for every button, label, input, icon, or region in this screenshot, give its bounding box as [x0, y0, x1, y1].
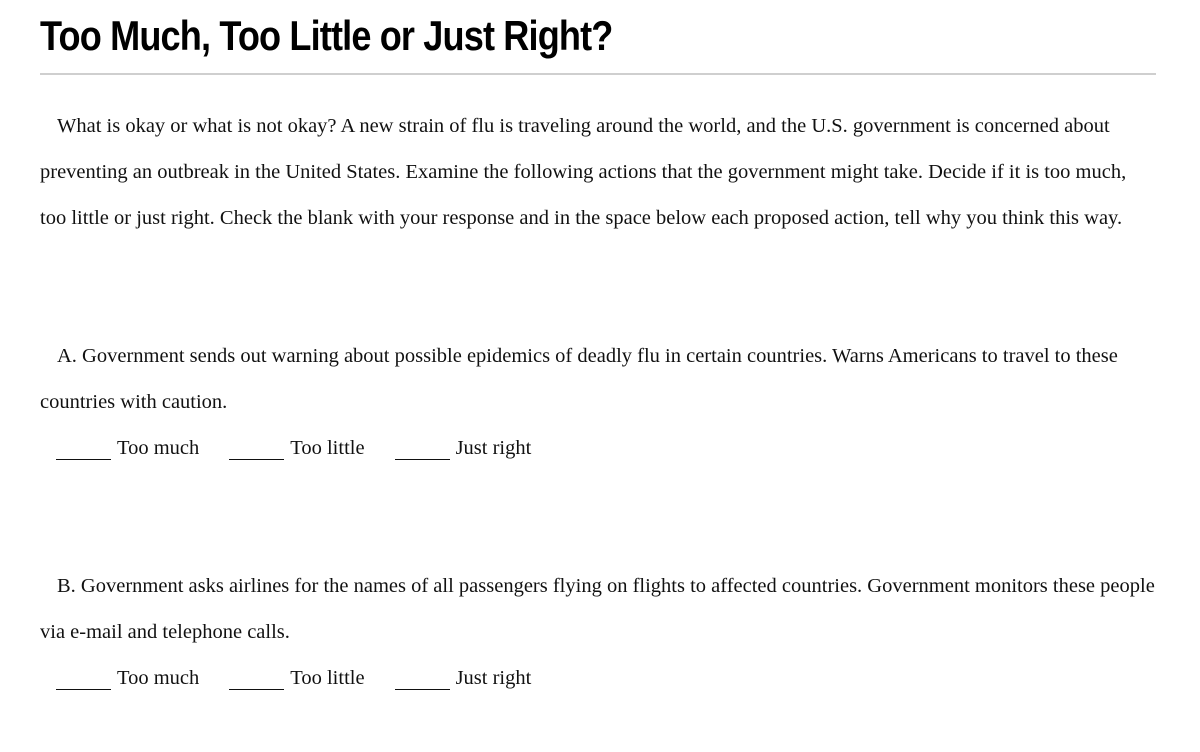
- answer-blank[interactable]: [229, 689, 284, 690]
- page-title: Too Much, Too Little or Just Right?: [40, 12, 613, 59]
- choice-label: Too much: [117, 437, 200, 459]
- choice-label: Just right: [455, 667, 532, 689]
- answer-blank[interactable]: [56, 689, 111, 690]
- choice-label: Just right: [455, 437, 532, 459]
- choice-b-too-much: [56, 663, 199, 693]
- question-b-text: B. Government asks airlines for the names of all passengers flying on flights to affected countries. Government monitors these people via e-mail and telephone calls.: [40, 575, 1155, 643]
- document-page: [40, 0, 1156, 689]
- question-a-text: A. Government sends out warning about possible epidemics of deadly flu in certain countries. Warns Americans to travel to these countries with caution.: [40, 345, 1118, 413]
- answer-blank[interactable]: [229, 459, 284, 460]
- choice-b-just-right: [395, 663, 532, 693]
- intro-paragraph: What is okay or what is not okay? A new strain of flu is traveling around the world, and the U.S. government is concerned about preventing an outbreak in the United States. Examine the following actions that the government might take. Decide if it is too much, too little or just right. Check the blank with your response and in the space below each proposed action, tell why you think this way.: [40, 115, 1127, 229]
- question-a-choices: [40, 433, 561, 463]
- answer-blank[interactable]: [395, 459, 450, 460]
- title-divider: [40, 73, 1156, 75]
- choice-label: Too little: [290, 667, 365, 689]
- choice-a-too-little: [229, 433, 364, 463]
- answer-blank[interactable]: [56, 459, 111, 460]
- choice-label: Too much: [117, 667, 200, 689]
- question-b-choices: [40, 663, 561, 693]
- choice-b-too-little: [229, 663, 364, 693]
- choice-label: Too little: [290, 437, 365, 459]
- choice-a-just-right: [395, 433, 532, 463]
- answer-blank[interactable]: [395, 689, 450, 690]
- choice-a-too-much: [56, 433, 199, 463]
